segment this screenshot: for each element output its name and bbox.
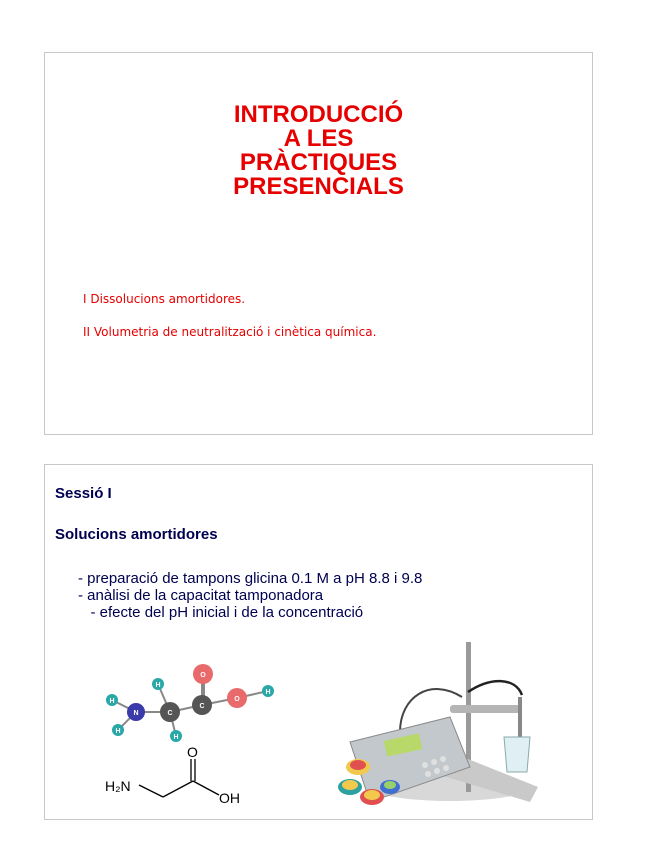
title-line: INTRODUCCIÓ [233,101,404,128]
slide-1 [44,52,593,435]
glycine-structural-formula [103,745,263,807]
bullet-item: - anàlisi de la capacitat tamponadora [78,587,324,604]
session-heading: Sessió I [55,485,112,502]
atom-label: O [200,672,206,679]
session-subtitle: Solucions amortidores [55,526,218,543]
atom-label: C [167,710,173,717]
bullet-item: - preparació de tampons glicina 0.1 M a pH 8.8 i 9.8 [78,570,423,587]
title-line: PRÀCTIQUES [239,149,398,176]
ph-meter-image [330,637,545,817]
atom-label: H [173,734,179,741]
amine-label: H₂N [105,778,131,794]
atom-label: H [155,682,161,689]
bullet-item: - efecte del pH inicial i de la concentració [78,604,364,621]
atom-label: O [234,696,240,703]
atom-label: H [109,698,115,705]
agenda-item: II Volumetria de neutralització i cinètica química. [83,325,377,339]
hydroxyl-label: OH [219,790,240,806]
atom-label: C [199,703,205,710]
atom-label: H [265,689,271,696]
title-line: A LES [283,125,354,152]
slide-2 [44,464,593,820]
agenda-item: I Dissolucions amortidores. [83,292,246,306]
atom-label: N [133,710,139,717]
slide-title [45,103,592,199]
atom-label: H [115,728,121,735]
title-line: PRESENCIALS [233,173,404,200]
carbonyl-oxygen-label: O [187,745,198,760]
